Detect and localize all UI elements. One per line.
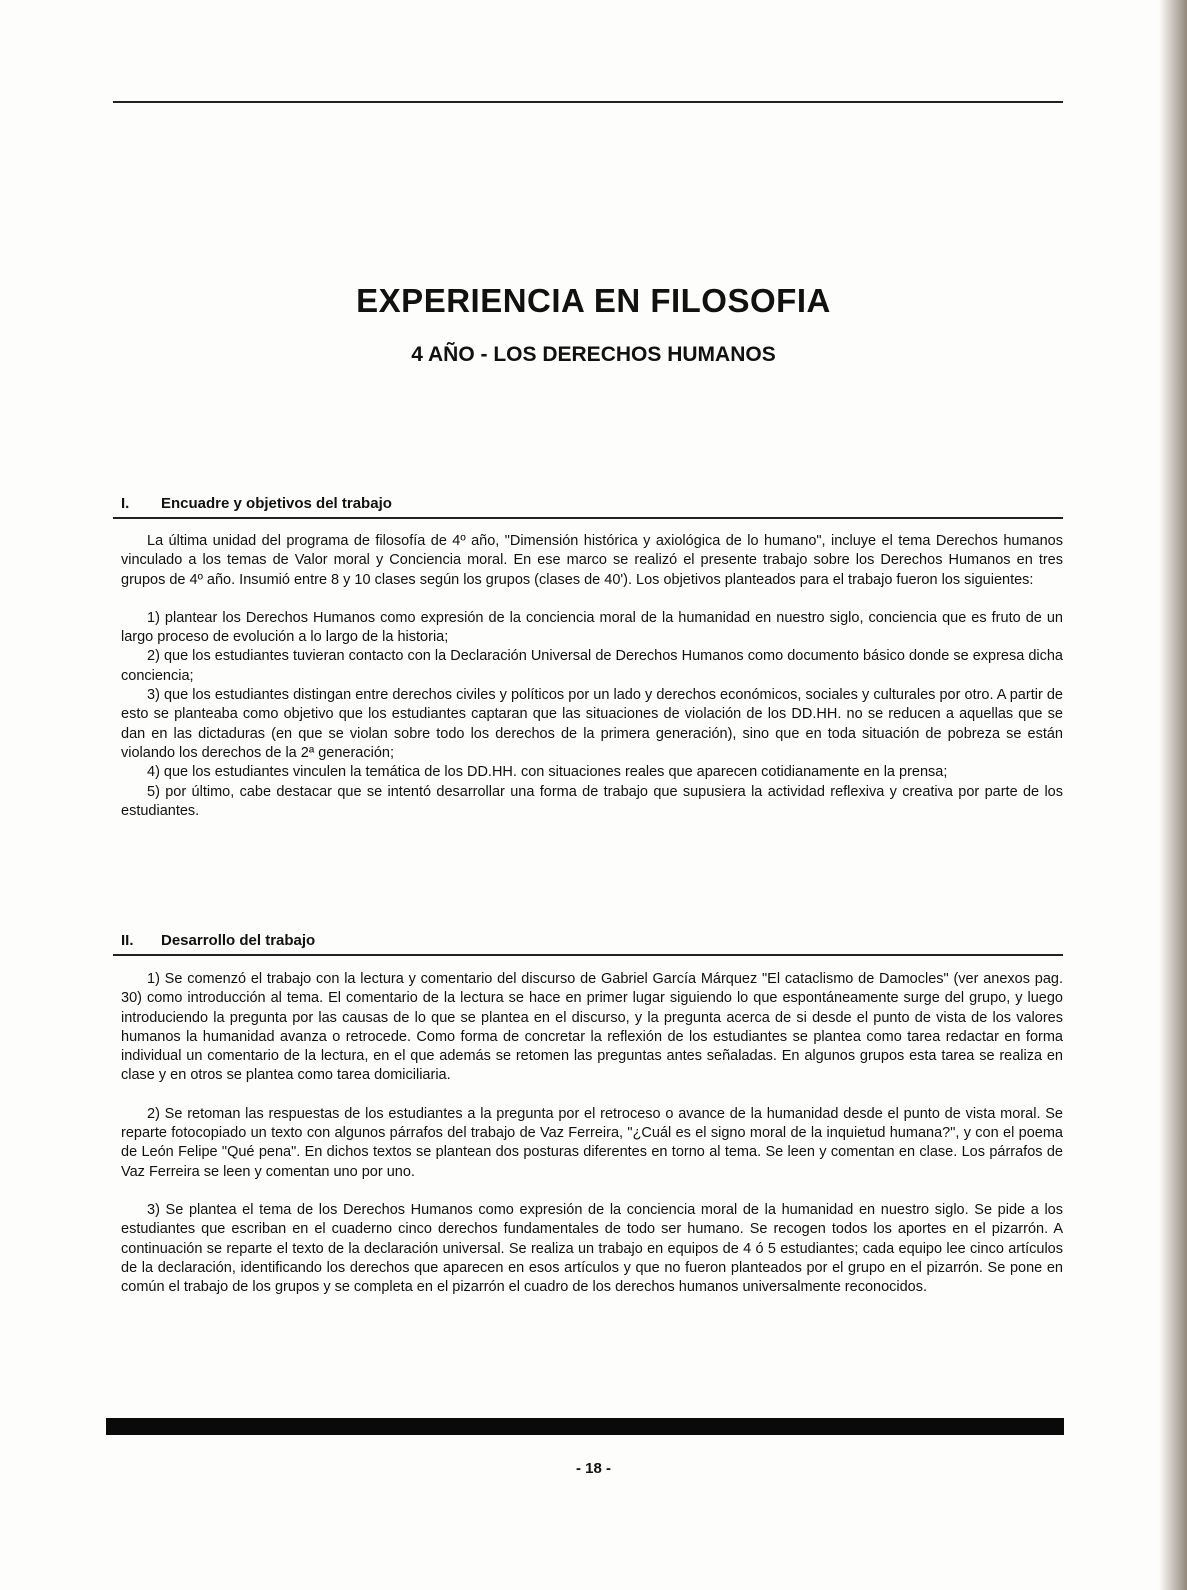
- section-encuadre: [113, 495, 1063, 821]
- development-paragraph: 3) Se plantea el tema de los Derechos Humanos como expresión de la conciencia moral de la humanidad en nuestro siglo. Se pide a los estudiantes que escriban en el cuaderno cinco derechos fundamentales de todo ser humano. Se recogen todos los aportes en el pizarrón. A continuación se reparte el texto de la declaración universal. Se realiza un trabajo en equipos de 4 ó 5 estudiantes; cada equipo lee cinco artículos de la declaración, identificando los derechos que aparecen en esos artículos y que no fueron planteados por el grupo en el pizarrón. Se pone en común el trabajo de los grupos y se completa en el pizarrón el cuadro de los derechos humanos universalmente reconocidos.: [121, 1201, 1063, 1296]
- top-divider: [113, 101, 1063, 103]
- section-desarrollo: [113, 932, 1063, 1297]
- section-number: I.: [121, 495, 130, 512]
- objective-item: 5) por último, cabe destacar que se intentó desarrollar una forma de trabajo que supusiera la actividad reflexiva y creativa por parte de los estudiantes.: [121, 783, 1063, 819]
- objective-item: 3) que los estudiantes distingan entre derechos civiles y políticos por un lado y derechos económicos, sociales y culturales por otro. A partir de esto se planteaba como objetivo que los estudiantes captaran que las situaciones de violación de los DD.HH. no se reducen a aquellas que se dan en las dictaduras (en que se violan sobre todo los derechos de la primera generación), sino que en toda situación de pobreza se están violando los derechos de la 2ª generación;: [121, 687, 1063, 761]
- bottom-black-bar: [106, 1418, 1064, 1435]
- page-edge-shadow: [1159, 0, 1187, 1590]
- intro-paragraph: La última unidad del programa de filosofía de 4º año, "Dimensión histórica y axiológica de lo humano", incluye el tema Derechos humanos vinculado a los temas de Valor moral y Conciencia moral. En ese marco se realizó el presente trabajo sobre los Derechos Humanos en tres grupos de 4º año. Insumió entre 8 y 10 clases según los grupos (clases de 40'). Los objetivos planteados para el trabajo fueron los siguientes:: [121, 533, 1063, 588]
- development-paragraph: 1) Se comenzó el trabajo con la lectura y comentario del discurso de Gabriel García Márquez "El cataclismo de Damocles" (ver anexos pag. 30) como introducción al tema. El comentario de la lectura se hace en primer lugar siguiendo lo que espontáneamente surge del grupo, y luego introduciendo la pregunta por las causas de lo que se plantea en el discurso, y la pregunta acerca de si desde el punto de vista de los valores humanos la humanidad avanza o retrocede. Como forma de concretar la reflexión de los estudiantes se plantea como tarea redactar en forma individual un comentario de la lectura, en el que además se retomen las preguntas antes señaladas. En algunos grupos esta tarea se realiza en clase y en otros se plantea como tarea domiciliaria.: [121, 971, 1063, 1084]
- page-title: EXPERIENCIA EN FILOSOFIA: [356, 282, 831, 319]
- section-heading-text: Desarrollo del trabajo: [161, 932, 316, 949]
- page-subtitle: 4 AÑO - LOS DERECHOS HUMANOS: [411, 343, 776, 366]
- section-heading: [113, 495, 1063, 519]
- objective-item: 4) que los estudiantes vinculen la temática de los DD.HH. con situaciones reales que aparecen cotidianamente en la prensa;: [147, 764, 948, 781]
- section-heading-text: Encuadre y objetivos del trabajo: [161, 495, 392, 512]
- section-number: II.: [121, 932, 134, 949]
- objective-item: 2) que los estudiantes tuvieran contacto con la Declaración Universal de Derechos Humanos como documento básico donde se expresa dicha conciencia;: [121, 648, 1063, 684]
- objective-item: 1) plantear los Derechos Humanos como expresión de la conciencia moral de la humanidad en nuestro siglo, conciencia que es fruto de un largo proceso de evolución a lo largo de la historia;: [121, 609, 1063, 646]
- page-number: - 18 -: [575, 1460, 611, 1477]
- section-heading: [113, 932, 1063, 956]
- development-paragraph: 2) Se retoman las respuestas de los estudiantes a la pregunta por el retroceso o avance de la humanidad desde el punto de vista moral. Se reparte fotocopiado un texto con algunos párrafos del trabajo de Vaz Ferreira, "¿Cuál es el signo moral de la inquietud humana?", y con el poema de León Felipe "Qué pena". En dichos textos se plantean dos posturas diferentes en torno al tema. Se leen y comentan en clase. Los párrafos de Vaz Ferreira se leen y comentan uno por uno.: [121, 1105, 1063, 1180]
